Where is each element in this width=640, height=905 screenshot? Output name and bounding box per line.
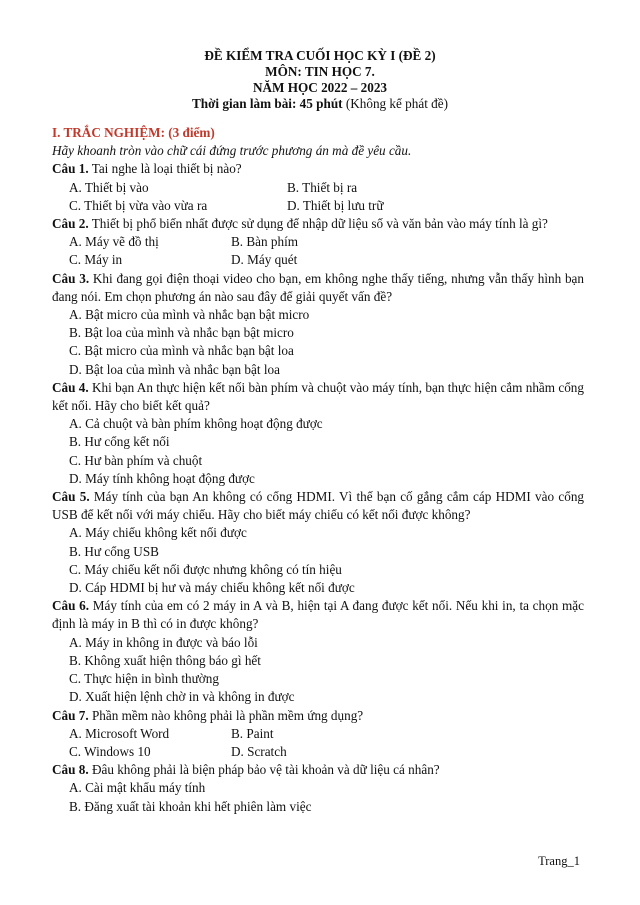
school-year-line: NĂM HỌC 2022 – 2023 xyxy=(252,80,388,95)
question-4 xyxy=(52,379,584,415)
question-text: Khi bạn An thực hiện kết nối bàn phím và chuột vào máy tính, bạn thực hiện cắm nhầm cổng kết nối. Hãy cho biết kết quả? xyxy=(52,379,584,414)
question-label: Câu 3. xyxy=(52,270,90,286)
question-8 xyxy=(52,761,584,779)
options-row xyxy=(52,251,584,269)
option-c[interactable]: C. Máy chiếu kết nối được nhưng không có tín hiệu xyxy=(69,561,342,577)
question-label: Câu 7. xyxy=(52,707,89,723)
question-text: Tai nghe là loại thiết bị nào? xyxy=(88,161,242,177)
time-duration: Thời gian làm bài: 45 phút xyxy=(191,96,343,111)
option-b[interactable]: B. Bàn phím xyxy=(231,234,299,250)
exam-header xyxy=(0,48,640,112)
question-label: Câu 8. xyxy=(52,762,89,778)
option-c[interactable]: C. Hư bàn phím và chuột xyxy=(69,452,203,468)
option-a[interactable]: A. Cả chuột và bàn phím không hoạt động được xyxy=(69,416,323,432)
option-d[interactable]: D. Cáp HDMI bị hư và máy chiếu không kết nối được xyxy=(69,580,355,596)
option-d[interactable]: D. Thiết bị lưu trữ xyxy=(287,197,384,213)
question-label: Câu 6. xyxy=(52,598,90,614)
question-label: Câu 1. xyxy=(52,161,89,177)
page-number: Trang_1 xyxy=(538,854,580,868)
option-a[interactable]: A. Cài mật khẩu máy tính xyxy=(69,780,206,796)
option-a[interactable]: A. Bật micro của mình và nhắc bạn bật micro xyxy=(69,307,310,323)
option-d[interactable]: D. Bật loa của mình và nhắc bạn bật loa xyxy=(69,361,280,377)
option-d[interactable]: D. Scratch xyxy=(231,743,287,759)
option-b[interactable]: B. Hư cổng USB xyxy=(69,543,159,559)
option-d[interactable]: D. Máy quét xyxy=(231,252,298,268)
option-b[interactable]: B. Bật loa của mình và nhắc bạn bật micro xyxy=(69,325,294,341)
section-title: I. TRẮC NGHIỆM: (3 điểm) xyxy=(52,125,215,140)
options-row xyxy=(52,725,584,743)
options-row xyxy=(52,179,584,197)
question-text: Máy tính của em có 2 máy in A và B, hiện tại A đang được kết nối. Nếu khi in, ta chọn mặc định là máy in B thì có in được không? xyxy=(52,598,585,632)
option-c[interactable]: C. Bật micro của mình và nhắc bạn bật loa xyxy=(69,343,294,359)
options-row xyxy=(52,197,584,215)
option-a[interactable]: A. Máy in không in được và báo lỗi xyxy=(69,634,258,650)
question-text: Đâu không phải là biện pháp bảo vệ tài khoản và dữ liệu cá nhân? xyxy=(88,762,440,778)
option-b[interactable]: B. Không xuất hiện thông báo gì hết xyxy=(69,652,261,668)
time-line xyxy=(0,96,640,112)
question-label: Câu 4. xyxy=(52,379,89,395)
question-7 xyxy=(52,707,584,725)
question-text: Khi đang gọi điện thoại video cho bạn, em không nghe thấy tiếng, nhưng vẫn thấy hình bạn đang nói. Em chọn phương án nào sau đây để giải quyết vấn đề? xyxy=(52,270,584,304)
option-b[interactable]: B. Hư cổng kết nối xyxy=(69,434,170,450)
option-a[interactable]: A. Máy chiếu không kết nối được xyxy=(69,525,247,541)
options-row xyxy=(52,233,584,251)
question-text: Phần mềm nào không phải là phần mềm ứng dụng? xyxy=(88,707,364,723)
section-instruction: Hãy khoanh tròn vào chữ cái đứng trước phương án mà đề yêu cầu. xyxy=(52,143,412,159)
option-a[interactable]: A. Microsoft Word xyxy=(69,725,170,741)
exam-title: ĐỀ KIỂM TRA CUỐI HỌC KỲ I (ĐỀ 2) xyxy=(204,48,436,63)
question-5 xyxy=(52,488,584,524)
option-d[interactable]: D. Xuất hiện lệnh chờ in và không in được xyxy=(69,689,295,705)
question-label: Câu 5. xyxy=(52,489,90,505)
option-c[interactable]: C. Windows 10 xyxy=(69,743,151,759)
question-label: Câu 2. xyxy=(52,216,89,232)
question-text: Thiết bị phổ biến nhất được sử dụng để nhập dữ liệu số và văn bản vào máy tính là gì? xyxy=(88,216,548,232)
options-row xyxy=(52,743,584,761)
subject-line: MÔN: TIN HỌC 7. xyxy=(265,64,375,79)
option-b[interactable]: B. Đăng xuất tài khoản khi hết phiên làm việc xyxy=(69,798,312,814)
exam-content xyxy=(52,124,584,816)
option-c[interactable]: C. Máy in xyxy=(69,252,123,268)
option-a[interactable]: A. Thiết bị vào xyxy=(69,179,149,195)
question-3 xyxy=(52,270,584,306)
option-a[interactable]: A. Máy vẽ đồ thị xyxy=(69,234,159,250)
option-b[interactable]: B. Paint xyxy=(231,725,274,741)
question-1 xyxy=(52,160,584,178)
option-c[interactable]: C. Thiết bị vừa vào vừa ra xyxy=(69,197,208,213)
time-note: (Không kể phát đề) xyxy=(342,96,449,111)
question-6 xyxy=(52,597,584,633)
option-d[interactable]: D. Máy tính không hoạt động được xyxy=(69,470,255,486)
option-c[interactable]: C. Thực hiện in bình thường xyxy=(69,671,219,687)
question-text: Máy tính của bạn An không có cổng HDMI. Vì thế bạn cố gắng cắm cáp HDMI vào cổng USB để kết nối với máy chiếu. Hãy cho biết máy chiếu có kết nối được không? xyxy=(52,489,585,523)
question-2 xyxy=(52,215,584,233)
option-b[interactable]: B. Thiết bị ra xyxy=(287,179,358,195)
